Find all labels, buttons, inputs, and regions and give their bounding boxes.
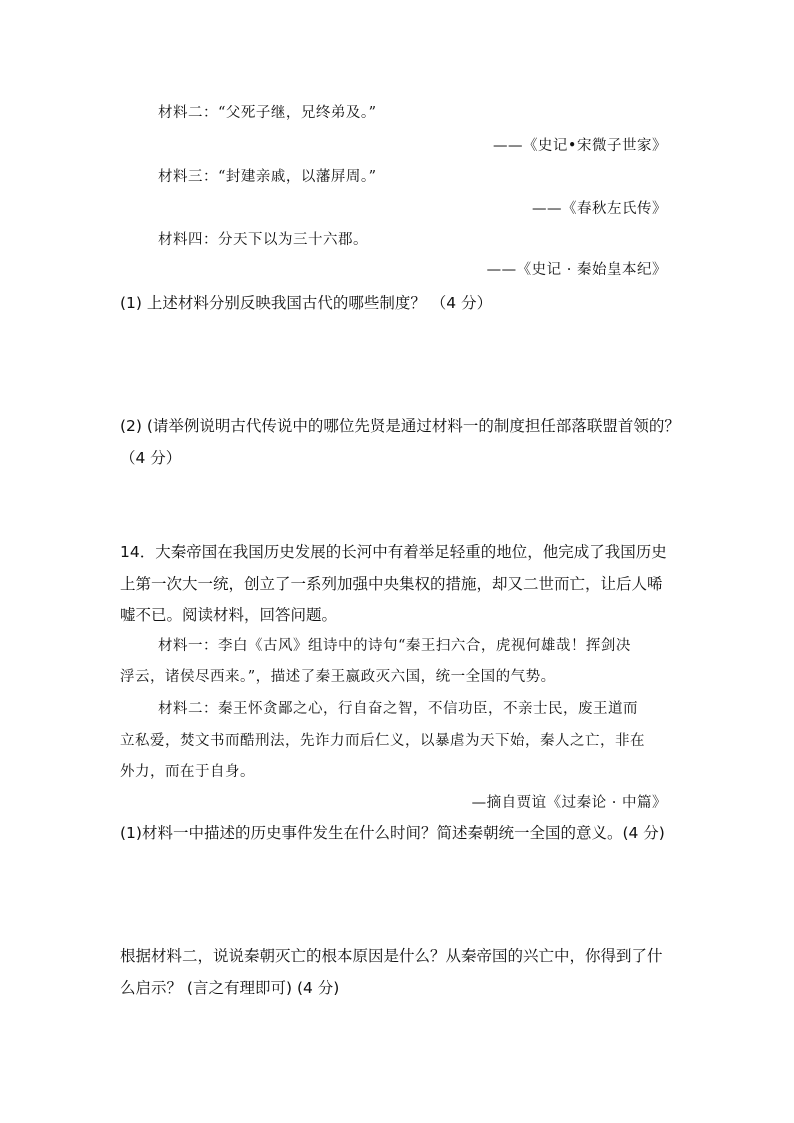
- material-4-text: 材料四：分天下以为三十六郡。: [158, 232, 368, 248]
- q14-sub-question-1: (1)材料一中描述的历史事件发生在什么时间？简述秦朝统一全国的意义。(4 分): [120, 824, 665, 842]
- q14-material-2-source: —摘自贾谊《过秦论 · 中篇》: [471, 795, 667, 811]
- material-4-source: ——《史记 · 秦始皇本纪》: [486, 262, 667, 278]
- material-2-source: ——《史记•宋微子世家》: [492, 138, 667, 154]
- q14-material-1-line-1: 材料一：李白《古风》组诗中的诗句“秦王扫六合，虎视何雄哉！挥剑决: [158, 638, 631, 654]
- q14-sub-question-2-line-2: 么启示？ (言之有理即可) (4 分): [120, 979, 340, 997]
- q14-stem-line-1: 14．大秦帝国在我国历史发展的长河中有着举足轻重的地位，他完成了我国历史: [120, 543, 667, 561]
- q13-sub-question-1: (1) 上述材料分别反映我国古代的哪些制度？ （4 分）: [120, 294, 493, 312]
- q13-sub-question-2-line-2: （4 分）: [120, 449, 182, 467]
- q14-material-2-line-2: 立私爱，焚文书而酷刑法，先诈力而后仁义，以暴虐为天下始，秦人之亡，非在: [120, 733, 645, 749]
- q14-sub-question-2-line-1: 根据材料二，说说秦朝灭亡的根本原因是什么？从秦帝国的兴亡中，你得到了什: [120, 947, 663, 965]
- q14-stem-line-3: 嘘不已。阅读材料，回答问题。: [120, 606, 338, 624]
- q14-stem-line-2: 上第一次大一统，创立了一系列加强中央集权的措施，却又二世而亡，让后人唏: [120, 575, 663, 593]
- q14-material-2-line-1: 材料二：秦王怀贪鄙之心，行自奋之智，不信功臣，不亲士民，废王道而: [158, 701, 638, 717]
- material-3-text: 材料三：“封建亲戚，以藩屏周。”: [158, 169, 377, 185]
- q14-material-1-line-2: 浮云，诸侯尽西来。”，描述了秦王嬴政灭六国，统一全国的气势。: [120, 669, 556, 685]
- q14-material-2-line-3: 外力，而在于自身。: [120, 764, 255, 780]
- material-2-text: 材料二：“父死子继，兄终弟及。”: [158, 105, 377, 121]
- q13-sub-question-2-line-1: (2) (请举例说明古代传说中的哪位先贤是通过材料一的制度担任部落联盟首领的？: [120, 417, 680, 435]
- material-3-source: ——《春秋左氏传》: [532, 201, 667, 217]
